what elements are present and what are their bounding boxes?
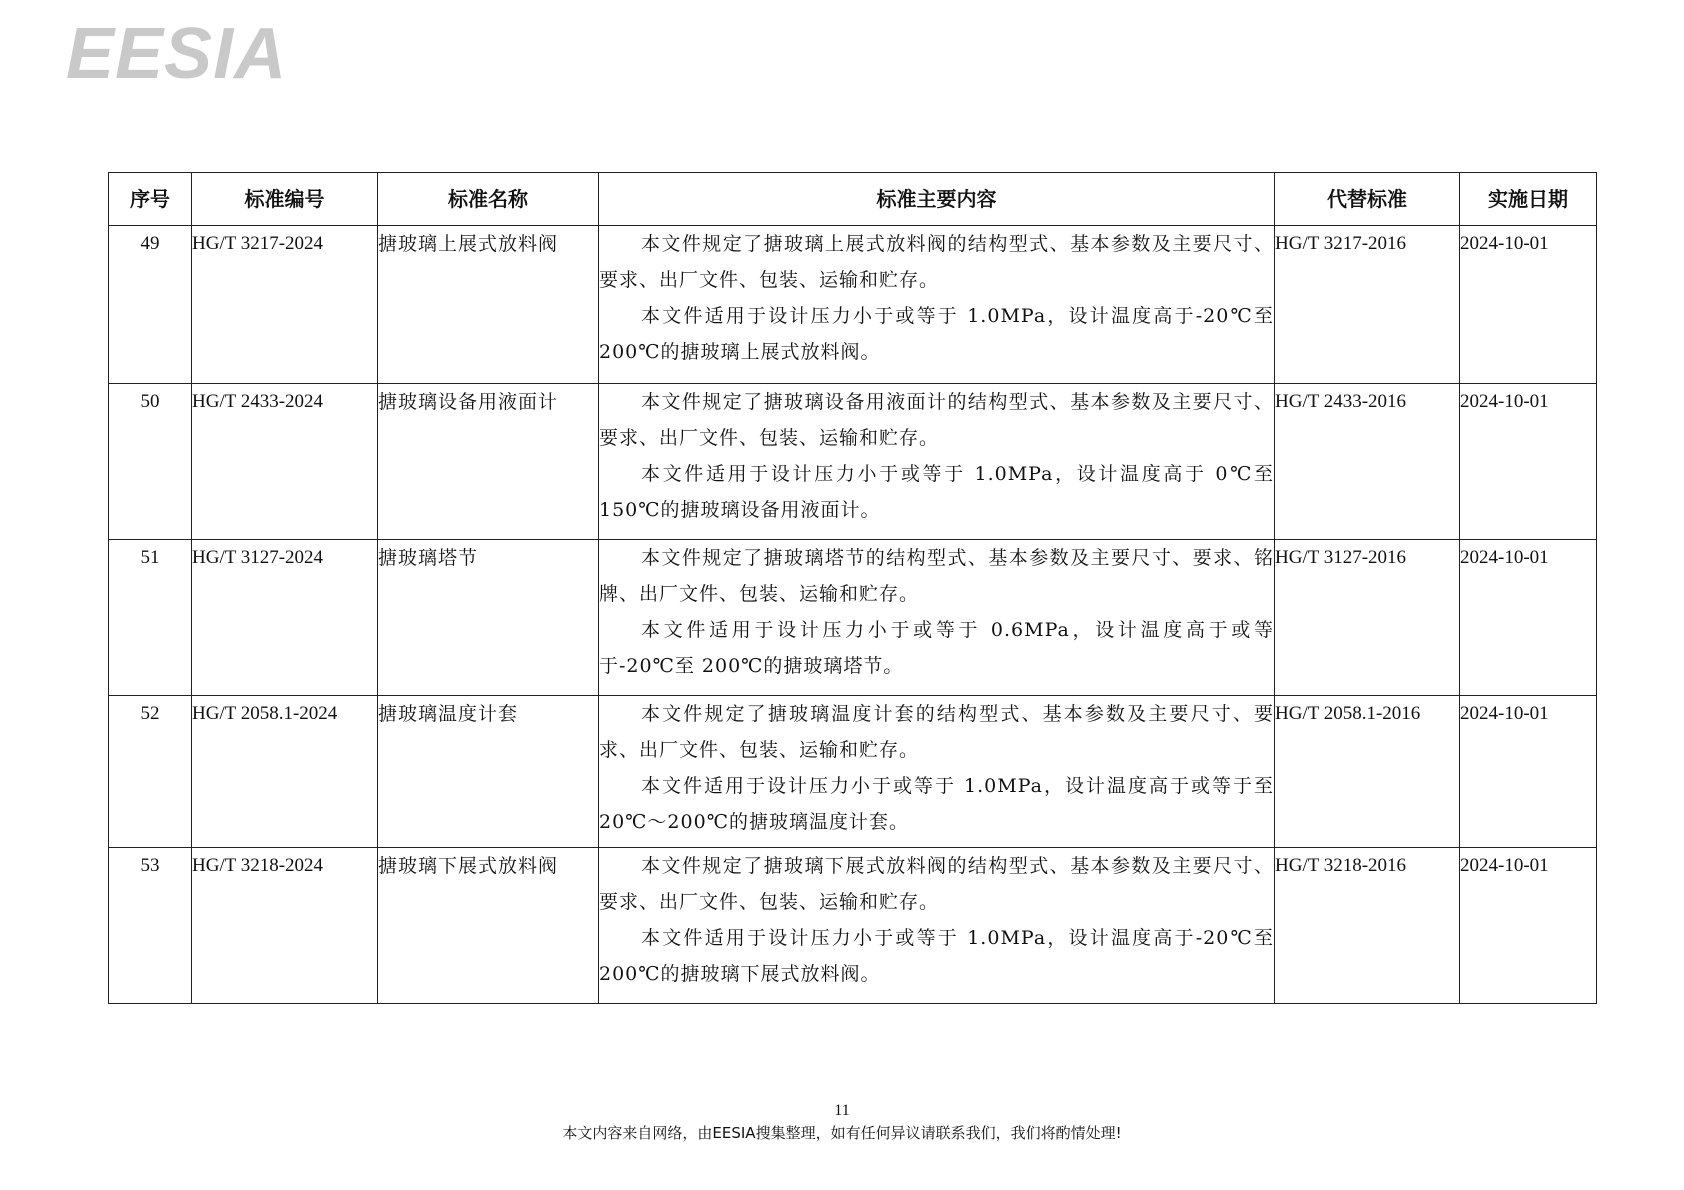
cell-name: 搪玻璃下展式放料阀 bbox=[378, 848, 599, 1004]
cell-code: HG/T 3218-2024 bbox=[192, 848, 378, 1004]
cell-date: 2024-10-01 bbox=[1460, 696, 1597, 848]
cell-name: 搪玻璃上展式放料阀 bbox=[378, 226, 599, 384]
cell-no: 52 bbox=[109, 696, 192, 848]
column-header-code: 标准编号 bbox=[192, 173, 378, 226]
cell-name: 搪玻璃设备用液面计 bbox=[378, 384, 599, 540]
standards-table bbox=[108, 172, 1597, 1004]
footer-disclaimer: 本文内容来自网络，由EESIA搜集整理，如有任何异议请联系我们，我们将酌情处理! bbox=[562, 1124, 1122, 1142]
cell-no: 51 bbox=[109, 540, 192, 696]
table-row bbox=[109, 696, 1597, 848]
cell-code: HG/T 3127-2024 bbox=[192, 540, 378, 696]
table-row bbox=[109, 848, 1597, 1004]
column-header-date: 实施日期 bbox=[1460, 173, 1597, 226]
cell-replaces: HG/T 2058.1-2016 bbox=[1275, 696, 1460, 848]
content-scope: 本文件规定了搪玻璃上展式放料阀的结构型式、基本参数及主要尺寸、要求、出厂文件、包装、运输和贮存。 bbox=[599, 233, 1274, 291]
cell-content bbox=[599, 540, 1275, 696]
table-row bbox=[109, 226, 1597, 384]
cell-replaces: HG/T 3218-2016 bbox=[1275, 848, 1460, 1004]
table-header-row bbox=[109, 173, 1597, 226]
content-scope: 本文件规定了搪玻璃设备用液面计的结构型式、基本参数及主要尺寸、要求、出厂文件、包装、运输和贮存。 bbox=[599, 391, 1274, 449]
content-applicability: 本文件适用于设计压力小于或等于 1.0MPa，设计温度高于或等于至 20℃～200℃的搪玻璃温度计套。 bbox=[599, 775, 1274, 833]
cell-date: 2024-10-01 bbox=[1460, 540, 1597, 696]
cell-code: HG/T 2058.1-2024 bbox=[192, 696, 378, 848]
content-scope: 本文件规定了搪玻璃下展式放料阀的结构型式、基本参数及主要尺寸、要求、出厂文件、包装、运输和贮存。 bbox=[599, 855, 1274, 913]
table-row bbox=[109, 540, 1597, 696]
eesia-logo: EESIA bbox=[66, 14, 288, 94]
cell-replaces: HG/T 3217-2016 bbox=[1275, 226, 1460, 384]
content-applicability: 本文件适用于设计压力小于或等于 1.0MPa，设计温度高于 0℃至 150℃的搪玻璃设备用液面计。 bbox=[599, 463, 1274, 521]
cell-no: 53 bbox=[109, 848, 192, 1004]
content-applicability: 本文件适用于设计压力小于或等于 1.0MPa，设计温度高于-20℃至 200℃的搪玻璃下展式放料阀。 bbox=[599, 927, 1274, 985]
cell-date: 2024-10-01 bbox=[1460, 384, 1597, 540]
cell-no: 49 bbox=[109, 226, 192, 384]
cell-code: HG/T 2433-2024 bbox=[192, 384, 378, 540]
content-scope: 本文件规定了搪玻璃温度计套的结构型式、基本参数及主要尺寸、要求、出厂文件、包装、运输和贮存。 bbox=[599, 703, 1274, 761]
cell-content bbox=[599, 384, 1275, 540]
content-applicability: 本文件适用于设计压力小于或等于 0.6MPa，设计温度高于或等于-20℃至 200℃的搪玻璃塔节。 bbox=[599, 619, 1274, 677]
table-row bbox=[109, 384, 1597, 540]
column-header-replaces: 代替标准 bbox=[1275, 173, 1460, 226]
cell-date: 2024-10-01 bbox=[1460, 848, 1597, 1004]
content-applicability: 本文件适用于设计压力小于或等于 1.0MPa，设计温度高于-20℃至 200℃的搪玻璃上展式放料阀。 bbox=[599, 305, 1274, 363]
cell-name: 搪玻璃塔节 bbox=[378, 540, 599, 696]
cell-content bbox=[599, 226, 1275, 384]
cell-replaces: HG/T 2433-2016 bbox=[1275, 384, 1460, 540]
content-scope: 本文件规定了搪玻璃塔节的结构型式、基本参数及主要尺寸、要求、铭牌、出厂文件、包装、运输和贮存。 bbox=[599, 547, 1274, 605]
cell-code: HG/T 3217-2024 bbox=[192, 226, 378, 384]
cell-name: 搪玻璃温度计套 bbox=[378, 696, 599, 848]
column-header-content: 标准主要内容 bbox=[599, 173, 1275, 226]
cell-date: 2024-10-01 bbox=[1460, 226, 1597, 384]
column-header-no: 序号 bbox=[109, 173, 192, 226]
cell-content bbox=[599, 696, 1275, 848]
page-number: 11 bbox=[834, 1102, 850, 1119]
cell-no: 50 bbox=[109, 384, 192, 540]
cell-content bbox=[599, 848, 1275, 1004]
column-header-name: 标准名称 bbox=[378, 173, 599, 226]
cell-replaces: HG/T 3127-2016 bbox=[1275, 540, 1460, 696]
